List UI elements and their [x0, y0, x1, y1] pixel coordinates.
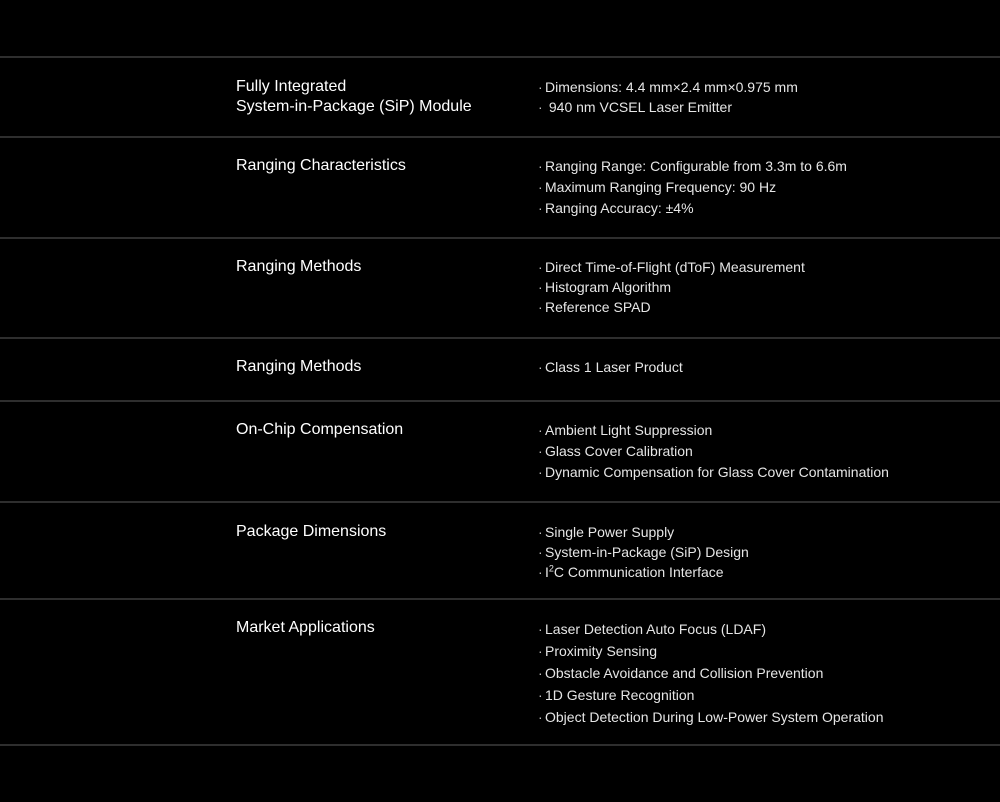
bullet-icon: · [538, 422, 543, 438]
bullet-icon: · [538, 524, 543, 540]
spec-item: · $I^2C$ Communication Interface [538, 563, 724, 580]
bullet-icon: · [538, 99, 543, 115]
spec-row-title: Fully Integrated System-in-Package (SiP) Module [236, 78, 472, 115]
spec-row-items [538, 257, 978, 317]
spec-item: · Laser Detection Auto Focus (LDAF) [538, 618, 978, 640]
spec-row-title: Ranging Characteristics [236, 157, 406, 174]
spec-item: · 940 nm VCSEL Laser Emitter [538, 99, 733, 115]
spec-row-ranging-methods [0, 239, 1000, 337]
spec-item: · Obstacle Avoidance and Collision Prevention [538, 662, 978, 684]
spec-item: · Proximity Sensing [538, 640, 978, 662]
spec-row-items [538, 420, 978, 483]
bullet-icon: · [538, 687, 543, 703]
spec-row-items [538, 618, 978, 728]
row-divider [0, 744, 1000, 746]
spec-row-title: Ranging Methods [236, 258, 362, 275]
spec-item: · Dimensions: 4.4 mm×2.4 mm×0.975 mm [538, 79, 798, 95]
bullet-icon: · [538, 544, 543, 560]
bullet-icon: · [538, 359, 543, 375]
spec-item: · Ambient Light Suppression [538, 420, 978, 441]
bullet-icon: · [538, 443, 543, 459]
spec-row-package-dimensions [0, 503, 1000, 598]
spec-item: · Reference SPAD [538, 299, 651, 315]
bullet-icon: · [538, 200, 543, 216]
spec-row-market-applications [0, 600, 1000, 744]
spec-row-items [538, 77, 978, 117]
bullet-icon: · [538, 279, 543, 295]
bullet-icon: · [538, 564, 543, 580]
spec-row-title: Market Applications [236, 619, 375, 636]
spec-item: · Ranging Range: Configurable from 3.3m to 6.6m [538, 156, 978, 177]
spec-row-title: Package Dimensions [236, 523, 387, 540]
bullet-icon: · [538, 665, 543, 681]
bullet-icon: · [538, 79, 543, 95]
bullet-icon: · [538, 158, 543, 174]
spec-item: · Ranging Accuracy: ±4% [538, 198, 978, 219]
bullet-icon: · [538, 259, 543, 275]
spec-row-laser-class [0, 339, 1000, 400]
spec-item: · Class 1 Laser Product [538, 359, 683, 375]
bullet-icon: · [538, 464, 543, 480]
bullet-icon: · [538, 299, 543, 315]
spec-item: · System-in-Package (SiP) Design [538, 544, 749, 560]
spec-row-ranging-characteristics [0, 138, 1000, 237]
spec-item: · Direct Time-of-Flight (dToF) Measurement [538, 259, 805, 275]
spec-row-items [538, 357, 978, 377]
spec-row-items [538, 522, 978, 582]
bullet-icon: · [538, 709, 543, 725]
spec-item: · Dynamic Compensation for Glass Cover Contamination [538, 462, 978, 483]
spec-item: · Object Detection During Low-Power System Operation [538, 706, 978, 728]
bullet-icon: · [538, 643, 543, 659]
spec-row-title: On-Chip Compensation [236, 421, 404, 438]
spec-item: · Histogram Algorithm [538, 279, 672, 295]
spec-item: · Maximum Ranging Frequency: 90 Hz [538, 177, 978, 198]
spec-row-sip-module [0, 58, 1000, 136]
spec-item: · Glass Cover Calibration [538, 441, 978, 462]
spec-item: · Single Power Supply [538, 524, 675, 540]
spec-row-on-chip-compensation [0, 402, 1000, 501]
spec-row-items [538, 156, 978, 219]
spec-row-title: Ranging Methods [236, 358, 362, 375]
bullet-icon: · [538, 179, 543, 195]
spec-table [0, 56, 1000, 746]
bullet-icon: · [538, 621, 543, 637]
spec-item: · 1D Gesture Recognition [538, 684, 978, 706]
